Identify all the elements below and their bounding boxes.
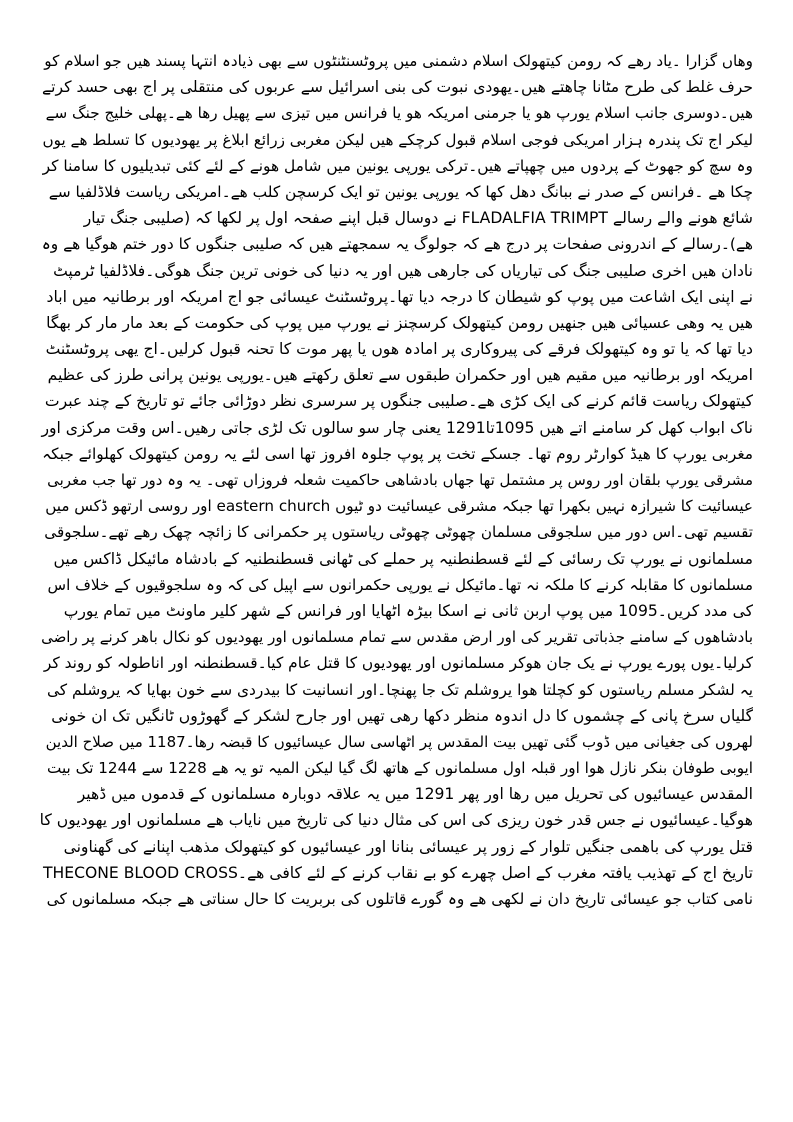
document-page <box>40 48 753 1088</box>
text-line: ایوبی طوفان بنکر نازل ھوا اور قبلہ اول مسلمانوں کے ھاتھ لگ گیا لیکن المیہ تو یہ ھے 1228 سے 1244 تک بیت <box>47 759 753 778</box>
text-line: ھوگیا۔عیسائیوں نے جس قدر خون ریزی کی اس کی مثال دنیا کی تاریخ میں نایاب ھے مسلمانوں اور یھودیوں کا <box>40 811 753 830</box>
text-line: کیتھولک ریاست قائم کرنے کی ایک کڑی ھے۔صلیبی جنگوں پر سرسری نظر دوڑائی جائے تو تاریخ کے چند عبرت <box>44 392 753 411</box>
text-line: نامی کتاب جو عیسائی تاریخ دان نے لکھی ھے وہ گورے قاتلوں کی بربریت کا حال سناتی ھے جبکہ مسلمانوں کی <box>46 890 753 908</box>
text-line: ھے)۔رسالے کے اندرونی صفحات پر درج ھے کہ جولوگ یہ سمجھتے ھیں کہ صلیبی جنگوں کا دور ختم ھوگیا ھے وہ <box>41 235 753 254</box>
text-line: حرف غلط کی طرح مٹانا چاھتے ھیں۔یھودی نبوت کی بنی اسرائیل سے عربوں کی منتقلی پر اج بھی حسد کرتے <box>42 78 753 97</box>
text-line: چکا ھے ۔فرانس کے صدر نے ببانگ دھل کھا کہ یورپی یونین تو ایک کرسچن کلب ھے۔امریکی ریاست فلاڈلفیا سے <box>48 182 753 201</box>
text-line: یہ لشکر مسلم ریاستوں کو کچلتا ھوا یروشلم تک جا پھنچا۔اور انسانیت کا بیدردی سے خون بھایا کہ یروشلم کی <box>46 680 753 699</box>
text-line: وھاں گزارا ۔یاد رھے کہ رومن کیتھولک اسلام دشمنی میں پروٹسنٹنٹوں سے بھی ذیادہ انتہا پسند ھیں جو اسلام کو <box>44 52 753 70</box>
text-line: لھروں کی جغیانی میں ڈوب گئی تھیں بیت المقدس پر اٹھاسی سال عیسائیوں کا قبضہ رھا۔1187 میں صلاح الدین <box>45 732 753 751</box>
text-line: نادان ھیں اخری صلیبی جنگ کی تیاریاں کی جارھی ھیں اور یہ دنیا کی خونی ترین جنگ ھوگی۔فلاڈلفیا ٹرمپٹ <box>53 261 753 280</box>
text-line: دیا تھا کہ یا تو وہ کیتھولک فرقے کی پیروکاری پر امادہ ھوں یا پھر موت کا تحنہ قبول کرلیں۔اج یھی پروٹسٹنٹ <box>45 340 753 359</box>
text-line: المقدس عیسائیوں کی تحریل میں رھا اور پھر 1291 میں یہ علاقہ دوبارہ مسلمانوں کے قدموں میں ڈھیر <box>77 785 753 804</box>
text-line: مغربی یورپ کا ھیڈ کوارٹر روم تھا۔ جسکے تخت پر پوپ جلوہ افروز تھا اسی لئے یہ رومن کیتھولک کھلوائے جبکہ <box>42 444 753 463</box>
text-line: لیکر اج تک پندرہ ہزار امریکی فوجی اسلام قبول کرچکے ھیں لیکن مغربی زرائع ابلاغ پر یھودیوں کا تسلط ھے یوں <box>42 130 753 149</box>
text-line: کی مدد کریں۔1095 میں پوپ اربن ثانی نے اسکا بیڑہ اٹھایا اور فرانس کے شھر کلیر ماونٹ میں تمام یورپ <box>63 601 753 620</box>
text-line: تقسیم تھی۔اس دور میں سلجوقی مسلمان چھوٹی چھوٹی ریاستوں پر حکمرانی کا زائچہ چھک رھے تھے۔سلجوقی <box>44 523 753 542</box>
text-line: گلیاں سرخ پانی کے چشموں کا دل اندوہ منظر دکھا رھی تھیں اور جارح لشکر کے گھوڑوں ٹانگیں تک ان خونی <box>51 706 753 725</box>
text-line: ناک ابواب کھل کر سامنے اتے ھیں 1095تا1291 یعنی چار سو سالوں تک لڑی جاتی رھیں۔اس وقت مرکزی اور <box>41 418 753 437</box>
body-text <box>40 48 753 912</box>
text-line: مسلمانوں نے یورپ تک رسائی کے لئے قسطنطنیہ پر حملے کی ٹھانی قسطنطنیہ کے بادشاہ مائیکل ڈاکس میں <box>53 549 753 568</box>
text-line: بادشاھوں کے سامنے جذباتی تقریر کی اور ارض مقدس سے تمام مسلمانوں اور یھودیوں کو نکال باھر کرنے پر راضی <box>41 628 753 647</box>
text-line: ھیں۔دوسری جانب اسلام یورپ ھو یا جرمنی امریکہ ھو یا فرانس میں تیزی سے پھیل رھا ھے۔پھلی خلیج جنگ سے <box>45 104 753 123</box>
text-line: وہ سچ کو جھوٹ کے پردوں میں چھپاتے ھیں۔ترکی یورپی یونین میں شامل ھونے کے لئے کئی تبدیلیوں کا سامنا کر <box>42 156 753 175</box>
text-line: شائع ھونے والے رسالے FLADALFIA TRIMPT نے دوسال قبل اپنے صفحہ اول پر لکھا کہ (صلیبی جنگ تیار <box>83 209 753 228</box>
text-line: نے اپنی ایک اشاعت میں پوپ کو شیطان کا درجہ دیا تھا۔پروٹسٹنٹ عیسائی جو اج امریکہ اور برطانیہ میں اباد <box>46 287 753 306</box>
text-line: کرلیا۔یوں پورے یورپ نے یک جان ھوکر مسلمانوں اور یھودیوں کا قتل عام کیا۔قسطنطنہ اور اناطولہ کو روند کر <box>43 654 753 673</box>
text-line: عیسائیت کا شیرازہ نہیں بکھرا تھا جبکہ مشرقی عیسائیت دو ٹیوں eastern church اور روسی ارتھو ڈکس میں <box>45 497 753 516</box>
text-line: ھیں یہ وھی عسیائی ھیں جنھیں رومن کیتھولک کرسچنز نے یورپ میں پوپ کی حکومت کے بعد مار مار کر بھگا <box>46 313 753 332</box>
text-line: مشرقی یورپ بلقان اور روس پر مشتمل تھا جھاں بادشاھی حاکمیت شعلہ فروزاں تھی۔ یہ وہ دور تھا جب مغربی <box>47 471 753 489</box>
text-line: امریکہ اور برطانیہ میں مقیم ھیں اور حکمران طبقوں سے تعلق رکھتے ھیں۔یورپی یونین پرانی طرز کی عظیم <box>47 366 753 385</box>
text-line: مسلمانوں کا مقابلہ کرنے کا ملکہ نہ تھا۔مائیکل نے یورپی حکمرانوں سے اپیل کی کہ وہ سلجوقیوں کے خلاف اس <box>47 575 753 594</box>
text-line: تاریخ اج کے تھذیب یافتہ مغرب کے اصل چھرے کو بے نقاب کرنے کے لئے کافی ھے۔THECONE BLOOD CROSS <box>42 863 753 882</box>
text-line: قتل یورپ کی باھمی جنگیں تلوار کے زور پر عیسائی بنانا اور عیسائیوں کو کیتھولک مذھب اپنانے کی گھناونی <box>63 837 753 856</box>
